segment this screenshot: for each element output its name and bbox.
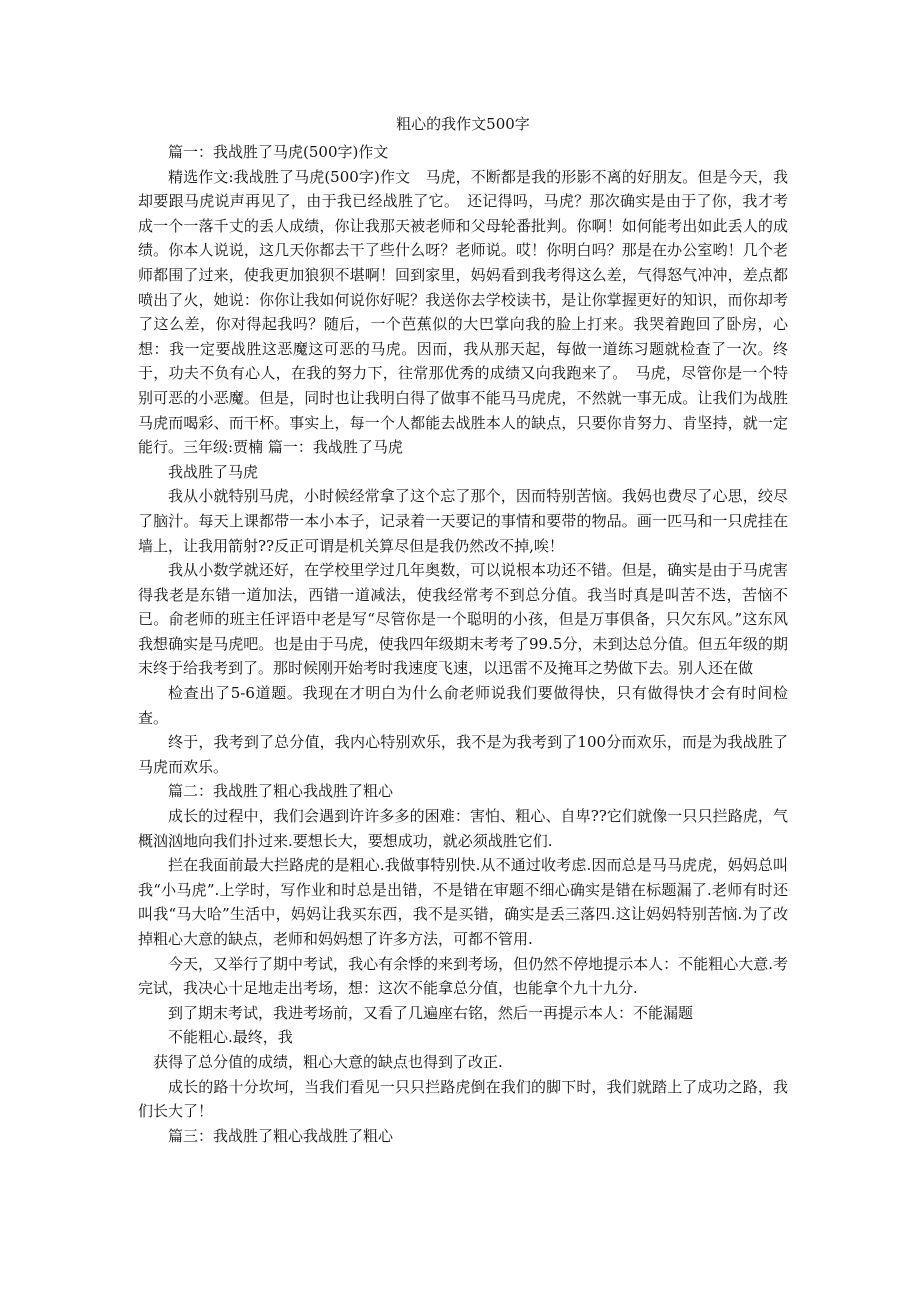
body-paragraph: 我从小数学就还好，在学校里学过几年奥数，可以说根本功还不错。但是，确实是由于马虎害得我老是东错一道加法，西错一道减法，使我经常考不到总分值。我当时真是叫苦不迭，苦恼不已。俞老师的班主任评语中老是写“尽管你是一个聪明的小孩，但是万事俱备，只欠东风。”这东风我想确实是马虎吧。也是由于马虎，使我四年级期末考考了99.5分，未到达总分值。但五年级的期末终于给我考到了。那时候刚开始考时我速度飞速，以迅雷不及掩耳之势做下去。别人还在做 bbox=[138, 561, 788, 678]
body-paragraph: 获得了总分值的成绩，粗心大意的缺点也得到了改正. bbox=[153, 1052, 503, 1071]
body-paragraph: 到了期末考试，我进考场前，又看了几遍座右铭，然后一再提示本人：不能漏题 bbox=[168, 1003, 694, 1022]
section-heading: 我战胜了马虎 bbox=[168, 462, 259, 481]
document-title: 粗心的我作文500字 bbox=[396, 115, 530, 133]
body-paragraph: 检查出了5-6道题。我现在才明白为什么俞老师说我们要做得快，只有做得快才会有时间检查。 bbox=[138, 684, 788, 727]
body-paragraph: 精选作文:我战胜了马虎(500字)作文 马虎，不断都是我的形影不离的好朋友。但是今天，我却要跟马虎说声再见了，由于我已经战胜了它。 还记得吗，马虎？那次确实是由于了你，我才考成一个一落千丈的丢人成绩，你让我那天被老师和父母轮番批判。你啊！如何能考出如此丢人的成绩。你本人说说，这几天你都去干了些什么呀？老师说。哎！你明白吗？那是在办公室哟！几个老师都围了过来，使我更加狼狈不堪啊！回到家里，妈妈看到我考得这么差，气得怒气冲冲，差点都喷出了火，她说：你你让我如何说你好呢？我送你去学校读书，是让你掌握更好的知识，而你却考了这么差，你对得起我吗？随后，一个芭蕉似的大巴掌向我的脸上打来。我哭着跑回了卧房，心想：我一定要战胜这恶魔这可恶的马虎。因而，我从那天起，每做一道练习题就检查了一次。终于，功夫不负有心人，在我的努力下，往常那优秀的成绩又向我跑来了。 马虎，尽管你是一个特别可恶的小恶魔。但是，同时也让我明白得了做事不能马马虎虎，不然就一事无成。让我们为战胜马虎而喝彩、而干杯。事实上，每一个人都能去战胜本人的缺点，只要你肯努力、肯坚持，就一定能行。三年级:贾楠 篇一：我战胜了马虎 bbox=[138, 167, 788, 457]
body-paragraph: 终于，我考到了总分值，我内心特别欢乐，我不是为我考到了100分而欢乐，而是为我战胜了马虎而欢乐。 bbox=[138, 733, 788, 776]
body-paragraph: 成长的过程中，我们会遇到许许多多的困难：害怕、粗心、自卑??它们就像一只只拦路虎，气概汹汹地向我们扑过来.要想长大，要想成功，就必须战胜它们. bbox=[138, 807, 788, 850]
body-paragraph: 成长的路十分坎坷，当我们看见一只只拦路虎倒在我们的脚下时，我们就踏上了成功之路，我们长大了！ bbox=[138, 1077, 788, 1121]
section-heading: 篇三：我战胜了粗心我战胜了粗心 bbox=[168, 1126, 394, 1145]
body-paragraph: 今天，又举行了期中考试，我心有余悸的来到考场，但仍然不停地提示本人：不能粗心大意.考完试，我决心十足地走出考场，想：这次不能拿总分值，也能拿个九十九分. bbox=[138, 954, 788, 998]
body-paragraph: 不能粗心.最终，我 bbox=[168, 1028, 293, 1047]
body-paragraph: 我从小就特别马虎，小时候经常拿了这个忘了那个，因而特别苦恼。我妈也费尽了心思，绞尽了脑汁。每天上课都带一本小本子，记录着一天要记的事情和要带的物品。画一匹马和一只虎挂在墙上，让我用箭射??反正可谓是机关算尽但是我仍然改不掉,唉！ bbox=[138, 487, 788, 555]
document-page bbox=[138, 112, 788, 1148]
body-paragraph: 拦在我面前最大拦路虎的是粗心.我做事特别快.从不通过收考虑.因而总是马马虎虎，妈妈总叫我“小马虎”.上学时，写作业和时总是出错，不是错在审题不细心确实是错在标题漏了.老师有时还叫我“马大哈”生活中，妈妈让我买东西，我不是买错，确实是丢三落四.这让妈妈特别苦恼.为了改掉粗心大意的缺点，老师和妈妈想了许多方法，可都不管用. bbox=[138, 856, 788, 948]
section-heading: 篇一：我战胜了马虎(500字)作文 bbox=[168, 143, 389, 161]
section-heading: 篇二：我战胜了粗心我战胜了粗心 bbox=[168, 782, 394, 801]
